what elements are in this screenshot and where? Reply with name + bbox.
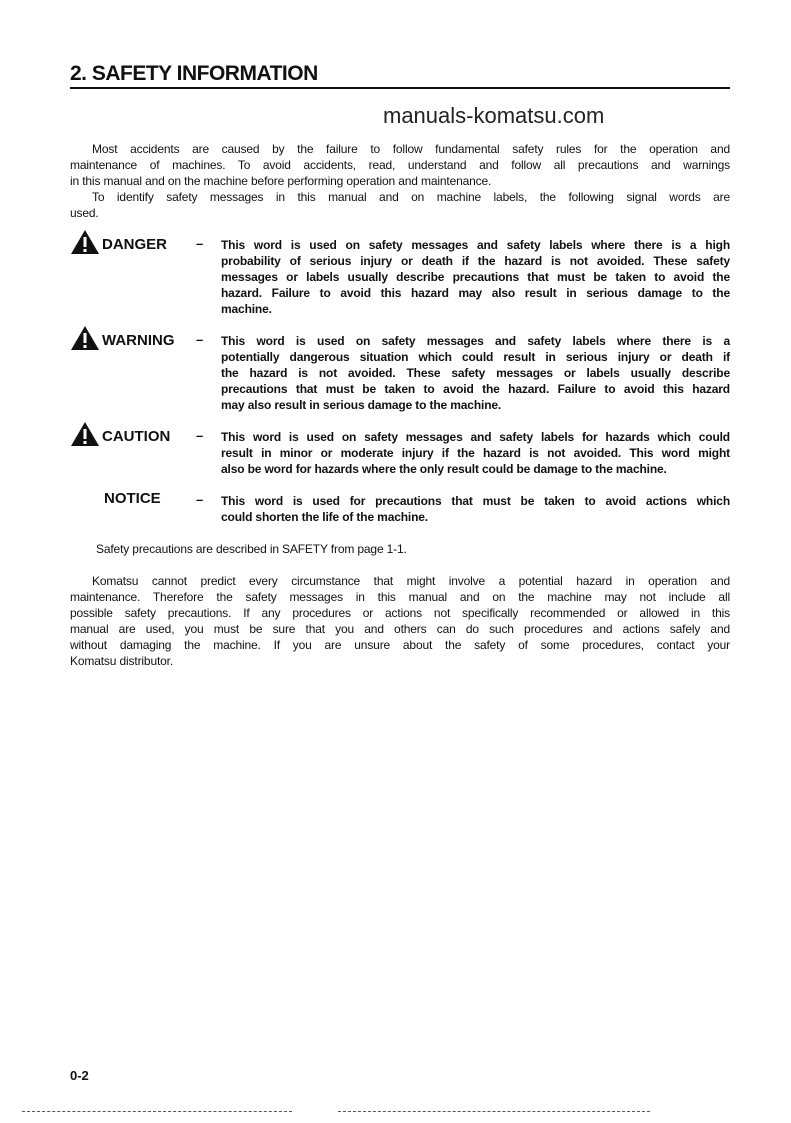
- text-line: Komatsu distributor.: [70, 654, 174, 668]
- text-line: This word is used on safety messages and safety labels where there is a high: [221, 238, 730, 252]
- signal-word-label: CAUTION: [102, 427, 171, 445]
- footer-rule-left: [22, 1111, 292, 1113]
- text-line: without damaging the machine. If you are unsure about the safety of some procedures, contact your: [70, 638, 730, 652]
- warning-triangle-icon: [70, 421, 102, 451]
- text-line: probability of serious injury or death if the hazard is not avoided. These safety: [221, 254, 730, 268]
- signal-word-definition: [221, 237, 730, 317]
- text-line: This word is used for precautions that must be taken to avoid actions which: [221, 494, 730, 508]
- text-line: precautions that must be taken to avoid the hazard. Failure to avoid this hazard: [221, 382, 730, 396]
- text-line: To identify safety messages in this manual and on machine labels, the following signal words are: [92, 190, 730, 204]
- text-line: manual are used, you must be sure that you and others can do such procedures and actions safely and: [70, 622, 730, 636]
- komatsu-disclaimer: [70, 573, 730, 669]
- signal-word-definition: [221, 493, 730, 525]
- text-line: machine.: [221, 302, 272, 316]
- signal-word-danger: [70, 229, 167, 259]
- warning-triangle-icon: [70, 229, 102, 259]
- text-line: messages or labels usually describe precautions that must be taken to avoid the: [221, 270, 730, 284]
- signal-word-notice: [70, 490, 161, 507]
- signal-word-label: DANGER: [102, 235, 168, 253]
- signal-word-definition: [221, 333, 730, 413]
- page-number: 0-2: [70, 1068, 89, 1083]
- text-line: Komatsu cannot predict every circumstance that might involve a potential hazard in operation and: [92, 574, 730, 588]
- text-line: used.: [70, 206, 99, 220]
- title-underline: [70, 87, 730, 89]
- signal-word-caution: [70, 421, 170, 451]
- watermark: manuals-komatsu.com: [383, 103, 605, 128]
- text-line: in this manual and on the machine before performing operation and maintenance.: [70, 174, 492, 188]
- text-line: hazard. Failure to avoid this hazard may also result in serious damage to the: [221, 286, 730, 300]
- text-line: may also result in serious damage to the machine.: [221, 398, 502, 412]
- footer-rule-right: [338, 1111, 650, 1113]
- text-line: Most accidents are caused by the failure to follow fundamental safety rules for the operation and: [92, 142, 730, 156]
- dash-separator: –: [196, 492, 204, 507]
- text-line: potentially dangerous situation which could result in serious injury or death if: [221, 350, 730, 364]
- dash-separator: –: [196, 428, 204, 443]
- text-line: possible safety precautions. If any procedures or actions not specifically recommended or allowed in this: [70, 606, 730, 620]
- precautions-reference: Safety precautions are described in SAFETY from page 1-1.: [96, 542, 407, 556]
- dash-separator: –: [196, 236, 204, 251]
- signal-word-warning: [70, 325, 175, 355]
- signal-word-label: WARNING: [102, 331, 175, 349]
- text-line: also be word for hazards where the only result could be damage to the machine.: [221, 462, 667, 476]
- warning-triangle-icon: [70, 325, 102, 355]
- text-line: maintenance. Therefore the safety messages in this manual and on the machine may not include all: [70, 590, 730, 604]
- text-line: the hazard is not avoided. These safety messages or labels usually describe: [221, 366, 730, 380]
- signal-word-label: NOTICE: [104, 490, 161, 507]
- text-line: maintenance of machines. To avoid accidents, read, understand and follow all precautions and warnings: [70, 158, 730, 172]
- intro-paragraph: [70, 141, 730, 189]
- text-line: could shorten the life of the machine.: [221, 510, 428, 524]
- intro-paragraph: [70, 189, 730, 221]
- section-title: 2. SAFETY INFORMATION: [70, 62, 318, 85]
- text-line: This word is used on safety messages and safety labels where there is a: [221, 334, 730, 348]
- signal-word-definition: [221, 429, 730, 477]
- text-line: result in minor or moderate injury if the hazard is not avoided. This word might: [221, 446, 730, 460]
- dash-separator: –: [196, 332, 204, 347]
- text-line: This word is used on safety messages and safety labels for hazards which could: [221, 430, 730, 444]
